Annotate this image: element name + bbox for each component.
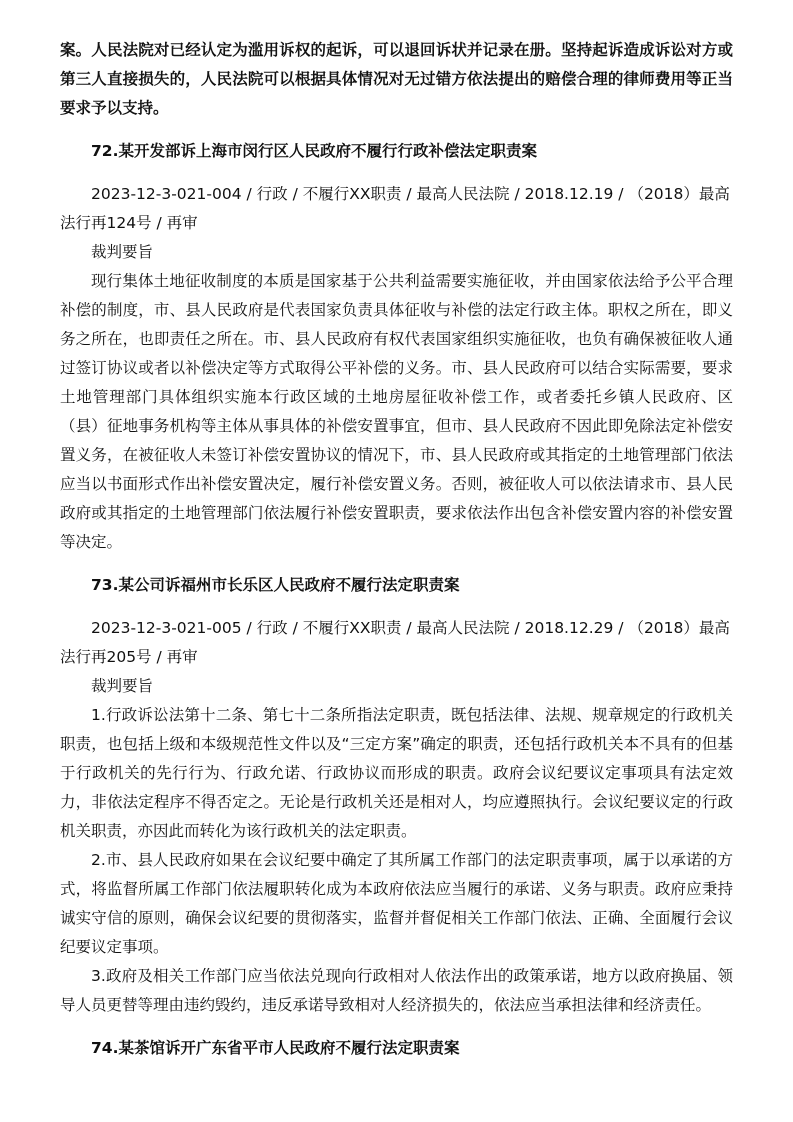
case-73-title: 73.某公司诉福州市长乐区人民政府不履行法定职责案: [91, 576, 460, 594]
intro-paragraph: 案。人民法院对已经认定为滥用诉权的起诉，可以退回诉状并记录在册。坚持起诉造成诉讼对方或第三人直接损失的，人民法院可以根据具体情况对无过错方依法提出的赔偿合理的律师费用等正当要求予以支持。: [60, 41, 733, 117]
case-73-meta: 2023-12-3-021-005 / 行政 / 不履行XX职责 / 最高人民法院 / 2018.12.29 / （2018）最高法行再205号 / 再审: [60, 619, 730, 666]
case-72-title: 72.某开发部诉上海市闵行区人民政府不履行行政补偿法定职责案: [91, 142, 537, 160]
case-73-paragraph-1: 1.行政诉讼法第十二条、第七十二条所指法定职责，既包括法律、法规、规章规定的行政机关职责，也包括上级和本级规范性文件以及“三定方案”确定的职责，还包括行政机关本不具有的但基于行政机关的先行行为、行政允诺、行政协议而形成的职责。政府会议纪要议定事项具有法定效力，非依法定程序不得否定之。无论是行政机关还是相对人，均应遵照执行。会议纪要议定的行政机关职责，亦因此而转化为该行政机关的法定职责。: [60, 706, 733, 840]
case-73-paragraph-3: 3.政府及相关工作部门应当依法兑现向行政相对人依法作出的政策承诺，地方以政府换届、领导人员更替等理由违约毁约，违反承诺导致相对人经济损失的，依法应当承担法律和经济责任。: [60, 967, 733, 1014]
case-72-paragraph: 现行集体土地征收制度的本质是国家基于公共利益需要实施征收，并由国家依法给予公平合理补偿的制度，市、县人民政府是代表国家负责具体征收与补偿的法定行政主体。职权之所在，即义务之所在，也即责任之所在。市、县人民政府有权代表国家组织实施征收，也负有确保被征收人通过签订协议或者以补偿决定等方式取得公平补偿的义务。市、县人民政府可以结合实际需要，要求土地管理部门具体组织实施本行政区域的土地房屋征收补偿工作，或者委托乡镇人民政府、区（县）征地事务机构等主体从事具体的补偿安置事宜，但市、县人民政府不因此即免除法定补偿安置义务，在被征收人未签订补偿安置协议的情况下，市、县人民政府或其指定的土地管理部门依法应当以书面形式作出补偿安置决定，履行补偿安置义务。否则，被征收人可以依法请求市、县人民政府或其指定的土地管理部门依法履行补偿安置职责，要求依法作出包含补偿安置内容的补偿安置等决定。: [60, 272, 733, 551]
case-73-paragraph-2: 2.市、县人民政府如果在会议纪要中确定了其所属工作部门的法定职责事项，属于以承诺的方式，将监督所属工作部门依法履职转化成为本政府依法应当履行的承诺、义务与职责。政府应秉持诚实守信的原则，确保会议纪要的贯彻落实，监督并督促相关工作部门依法、正确、全面履行会议纪要议定事项。: [60, 851, 733, 956]
case-72-subheading: 裁判要旨: [91, 243, 154, 261]
case-74-title: 74.某茶馆诉开广东省平市人民政府不履行法定职责案: [91, 1039, 460, 1057]
case-73-subheading: 裁判要旨: [91, 677, 154, 695]
case-72-meta: 2023-12-3-021-004 / 行政 / 不履行XX职责 / 最高人民法院 / 2018.12.19 / （2018）最高法行再124号 / 再审: [60, 185, 730, 232]
